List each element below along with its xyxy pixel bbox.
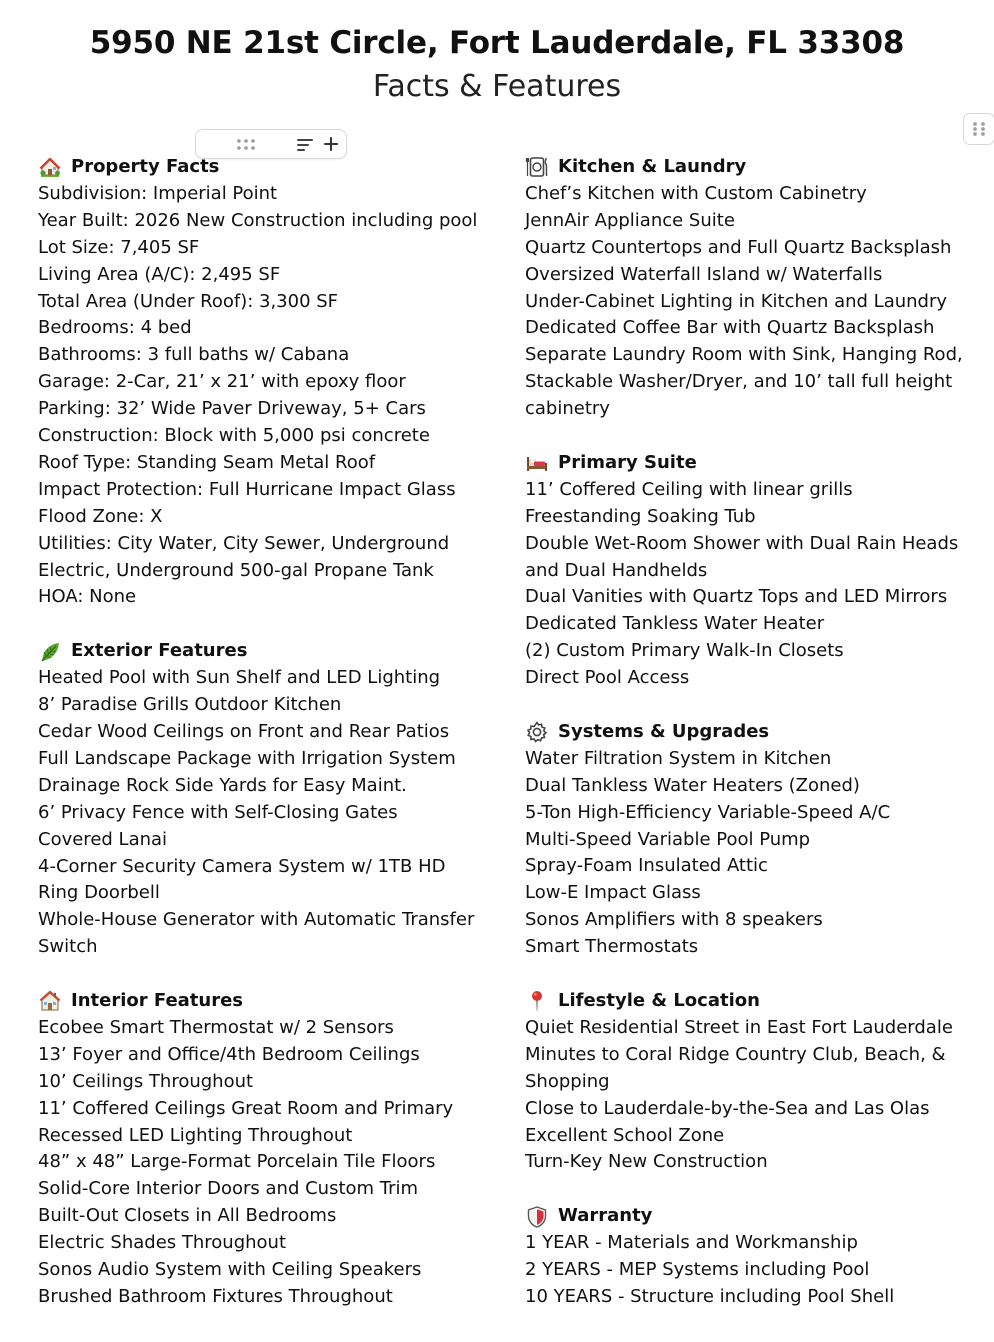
section-systems-and-upgrades bbox=[525, 719, 970, 961]
list-item: Cedar Wood Ceilings on Front and Rear Patios bbox=[38, 720, 450, 742]
list-item: 1 YEAR - Materials and Workmanship bbox=[525, 1232, 858, 1254]
list-item: (2) Custom Primary Walk-In Closets bbox=[525, 640, 844, 662]
list-item: Oversized Waterfall Island w/ Waterfalls bbox=[525, 263, 883, 285]
list-item: 10’ Ceilings Throughout bbox=[38, 1070, 254, 1092]
section-property-facts bbox=[38, 154, 488, 611]
list-item: Close to Lauderdale-by-the-Sea and Las Olas bbox=[525, 1097, 930, 1119]
list-item: 2 YEARS - MEP Systems including Pool bbox=[525, 1259, 870, 1281]
list-item: Dedicated Tankless Water Heater bbox=[525, 613, 825, 635]
list-item: Sonos Audio System with Ceiling Speakers bbox=[38, 1259, 422, 1281]
right-column bbox=[525, 154, 970, 1338]
list-item: Under-Cabinet Lighting in Kitchen and Laundry bbox=[525, 290, 948, 312]
section-title: Lifestyle & Location bbox=[558, 990, 760, 1011]
pin-icon bbox=[525, 989, 549, 1013]
list-item: 10 YEARS - Structure including Pool Shell bbox=[525, 1285, 895, 1307]
list-item: Bedrooms: 4 bed bbox=[38, 317, 192, 339]
list-item: Garage: 2-Car, 21’ x 21’ with epoxy floor bbox=[38, 371, 406, 393]
section-title: Warranty bbox=[558, 1205, 653, 1227]
list-item: Water Filtration System in Kitchen bbox=[525, 747, 832, 769]
list-item: 4-Corner Security Camera System w/ 1TB HD bbox=[38, 855, 446, 877]
list-item: Subdivision: Imperial Point bbox=[38, 182, 278, 204]
section-heading bbox=[525, 154, 970, 181]
list-item: Impact Protection: Full Hurricane Impact Glass bbox=[38, 478, 456, 500]
sort-icon[interactable] bbox=[296, 137, 314, 151]
grip-icon bbox=[971, 121, 987, 137]
left-column bbox=[38, 154, 488, 1338]
section-exterior-features bbox=[38, 638, 488, 961]
list-item: Living Area (A/C): 2,495 SF bbox=[38, 263, 281, 285]
list-item: Solid-Core Interior Doors and Custom Trim bbox=[38, 1178, 419, 1200]
section-heading bbox=[38, 988, 488, 1015]
list-item: Electric Shades Throughout bbox=[38, 1232, 287, 1254]
list-item: Full Landscape Package with Irrigation System bbox=[38, 747, 456, 769]
list-item: 6’ Privacy Fence with Self-Closing Gates bbox=[38, 801, 398, 823]
list-item: Covered Lanai bbox=[38, 828, 168, 850]
list-item: Multi-Speed Variable Pool Pump bbox=[525, 828, 811, 850]
list-item: Sonos Amplifiers with 8 speakers bbox=[525, 909, 823, 931]
page-title: 5950 NE 21st Circle, Fort Lauderdale, FL 33308 bbox=[89, 25, 905, 61]
list-item: Spray-Foam Insulated Attic bbox=[525, 855, 768, 877]
section-title: Kitchen & Laundry bbox=[558, 156, 747, 177]
section-interior-features bbox=[38, 988, 488, 1311]
list-item: Year Built: 2026 New Construction including pool bbox=[38, 209, 478, 231]
house-icon bbox=[38, 155, 62, 179]
list-item: Quiet Residential Street in East Fort Lauderdale bbox=[525, 1016, 953, 1038]
section-lifestyle-and-location bbox=[525, 988, 970, 1176]
list-item: JennAir Appliance Suite bbox=[525, 209, 735, 231]
section-warranty bbox=[525, 1203, 970, 1311]
section-heading bbox=[525, 450, 970, 477]
section-primary-suite bbox=[525, 450, 970, 692]
list-item: Dual Vanities with Quartz Tops and LED Mirrors bbox=[525, 586, 948, 608]
list-item: Freestanding Soaking Tub bbox=[525, 505, 756, 527]
section-heading bbox=[38, 638, 488, 665]
list-item: Turn-Key New Construction bbox=[525, 1151, 768, 1173]
list-item: 11’ Coffered Ceilings Great Room and Primary bbox=[38, 1097, 454, 1119]
list-item: Whole-House Generator with Automatic Transfer Switch bbox=[38, 909, 475, 958]
document-header bbox=[0, 22, 994, 110]
list-item: Built-Out Closets in All Bedrooms bbox=[38, 1205, 337, 1227]
list-item: Utilities: City Water, City Sewer, Underground Electric, Underground 500-gal Propane Tank bbox=[38, 532, 450, 581]
list-item: HOA: None bbox=[38, 586, 137, 608]
list-item: 13’ Foyer and Office/4th Bedroom Ceilings bbox=[38, 1043, 420, 1065]
section-heading bbox=[525, 1203, 970, 1230]
home-icon bbox=[38, 989, 62, 1013]
section-title: Primary Suite bbox=[558, 451, 697, 473]
section-heading bbox=[525, 719, 970, 746]
section-title: Exterior Features bbox=[71, 640, 248, 662]
shield-icon bbox=[525, 1205, 549, 1229]
list-item: Total Area (Under Roof): 3,300 SF bbox=[38, 290, 339, 312]
list-item: Heated Pool with Sun Shelf and LED Lighting bbox=[38, 667, 441, 689]
list-item: Direct Pool Access bbox=[525, 667, 690, 689]
list-item: Dedicated Coffee Bar with Quartz Backsplash bbox=[525, 317, 935, 339]
list-item: Smart Thermostats bbox=[525, 936, 699, 958]
add-block-icon[interactable] bbox=[322, 135, 340, 153]
list-item: Quartz Countertops and Full Quartz Backsplash bbox=[525, 236, 952, 258]
list-item: Construction: Block with 5,000 psi concrete bbox=[38, 425, 430, 447]
list-item: Brushed Bathroom Fixtures Throughout bbox=[38, 1285, 393, 1307]
list-item: 5-Ton High-Efficiency Variable-Speed A/C bbox=[525, 801, 891, 823]
section-title: Interior Features bbox=[71, 990, 244, 1012]
leaf-icon bbox=[38, 640, 62, 664]
side-drag-handle[interactable] bbox=[963, 113, 994, 145]
drag-handle-icon[interactable] bbox=[236, 137, 256, 151]
bed-icon bbox=[525, 451, 549, 475]
list-item: 8’ Paradise Grills Outdoor Kitchen bbox=[38, 694, 342, 716]
list-item: Ring Doorbell bbox=[38, 882, 160, 904]
list-item: Lot Size: 7,405 SF bbox=[38, 236, 200, 258]
section-kitchen-and-laundry bbox=[525, 154, 970, 423]
gear-icon bbox=[525, 720, 549, 744]
list-item: Recessed LED Lighting Throughout bbox=[38, 1124, 353, 1146]
list-item: Dual Tankless Water Heaters (Zoned) bbox=[525, 774, 860, 796]
list-item: Parking: 32’ Wide Paver Driveway, 5+ Cars bbox=[38, 398, 426, 420]
list-item: Flood Zone: X bbox=[38, 505, 163, 527]
list-item: Double Wet-Room Shower with Dual Rain Heads and Dual Handhelds bbox=[525, 532, 959, 581]
list-item: Excellent School Zone bbox=[525, 1124, 725, 1146]
list-item: Ecobee Smart Thermostat w/ 2 Sensors bbox=[38, 1016, 394, 1038]
plate-icon bbox=[525, 155, 549, 179]
list-item: Drainage Rock Side Yards for Easy Maint. bbox=[38, 774, 407, 796]
section-title: Property Facts bbox=[71, 156, 220, 177]
list-item: 48” x 48” Large-Format Porcelain Tile Floors bbox=[38, 1151, 436, 1173]
list-item: Separate Laundry Room with Sink, Hanging Rod, Stackable Washer/Dryer, and 10’ tall full height cabinetry bbox=[525, 344, 963, 420]
list-item: Chef’s Kitchen with Custom Cabinetry bbox=[525, 182, 867, 204]
list-item: 11’ Coffered Ceiling with linear grills bbox=[525, 478, 853, 500]
page-subtitle: Facts & Features bbox=[372, 69, 622, 104]
list-item: Roof Type: Standing Seam Metal Roof bbox=[38, 451, 376, 473]
list-item: Bathrooms: 3 full baths w/ Cabana bbox=[38, 344, 350, 366]
section-heading bbox=[38, 154, 488, 181]
section-title: Systems & Upgrades bbox=[558, 720, 770, 742]
list-item: Low-E Impact Glass bbox=[525, 882, 701, 904]
list-item: Minutes to Coral Ridge Country Club, Beach, & Shopping bbox=[525, 1043, 946, 1092]
section-heading bbox=[525, 988, 970, 1015]
